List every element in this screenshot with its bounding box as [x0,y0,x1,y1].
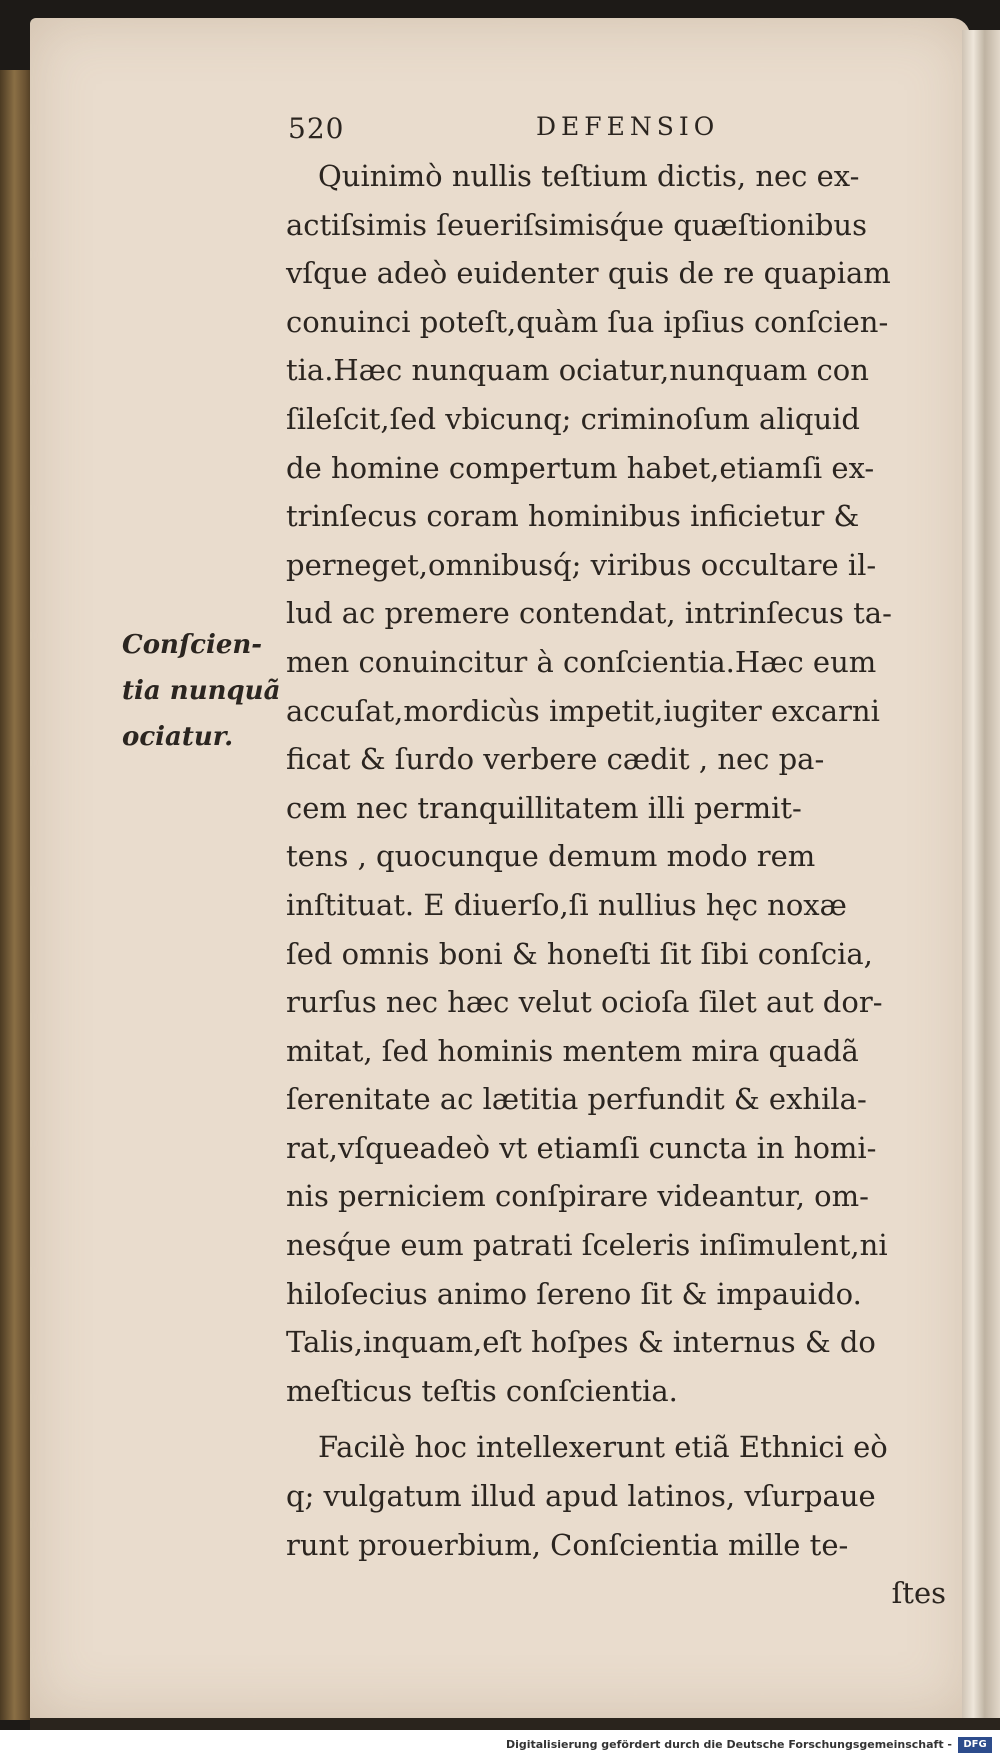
text-line: tens , quocunque demum modo rem [286,839,816,874]
text-line: inſtituat. E diuerſo,ſi nullius hęc noxæ [286,887,847,922]
text-line: nis perniciem conſpirare videantur, om- [286,1179,869,1214]
catchword: ſtes [891,1576,946,1611]
text-line: meſticus teſtis conſcientia. [286,1373,678,1408]
text-line: mitat, ſed hominis mentem mira quadã [286,1033,859,1068]
text-line: q; vulgatum illud apud latinos, vſurpaue [286,1479,876,1514]
marginal-note [122,622,282,760]
text-line: ficat & ſurdo verbere cædit , nec pa- [286,742,825,777]
text-line: rat,vſqueadeò vt etiamſi cuncta in homi- [286,1130,877,1165]
text-line: men conuincitur à conſcientia.Hæc eum [286,644,877,679]
text-line: lud ac premere contendat, intrinſecus ta- [286,596,892,631]
paragraph-gap [286,1415,976,1423]
text-line: Quinimò nullis teſtium dictis, nec ex- [318,159,860,193]
text-line: Facilè hoc intellexerunt etiã Ethnici eò [318,1430,888,1465]
body-text [286,152,976,1618]
text-line: ſileſcit,ſed vbicunq; criminoſum aliquid [286,401,860,436]
text-line: actiſsimis ſeueriſsimisq́ue quæſtionibus [286,207,867,242]
text-line: trinſecus coram hominibus inficietur & [286,499,860,534]
footer-bar [0,1730,1000,1762]
text-line: vſque adeò euidenter quis de re quapiam [286,256,891,291]
text-line: Talis,inquam,eſt hoſpes & internus & do [286,1325,876,1360]
text-line: ſed omnis boni & honeſti ſit ſibi conſcia, [286,936,873,971]
dfg-logo-icon: DFG [958,1737,992,1753]
text-line: conuinci poteſt,quàm ſua ipſius conſcien- [286,304,889,339]
text-line: hiloſecius animo ſereno ſit & impauido. [286,1276,862,1311]
text-line: runt prouerbium, Conſcientia mille te- [286,1527,849,1562]
text-line: cem nec tranquillitatem illi permit- [286,790,802,825]
running-head: DEFENSIO [536,112,720,141]
text-line: ſerenitate ac lætitia perfundit & exhila- [286,1082,867,1117]
page-bottom-edge [30,1718,1000,1730]
text-line: rurſus nec hæc velut ocioſa ſilet aut dor- [286,985,883,1020]
marginal-note-line: tia nunquã [122,676,281,706]
marginal-note-line: ociatur. [122,722,234,752]
marginal-note-line: Conſcien- [122,630,263,660]
text-line: perneget,omnibusq́; viribus occultare il- [286,547,877,582]
text-line: tia.Hæc nunquam ociatur,nunquam con [286,353,869,388]
text-line: accuſat,mordicùs impetit,iugiter excarni [286,693,880,728]
text-line: nesq́ue eum patrati ſceleris inſimulent,ni [286,1228,888,1263]
page-number: 520 [288,112,345,145]
text-line: de homine compertum habet,etiamſi ex- [286,450,875,485]
funding-credit: Digitalisierung gefördert durch die Deutsche Forschungsgemeinschaft - [505,1738,952,1751]
